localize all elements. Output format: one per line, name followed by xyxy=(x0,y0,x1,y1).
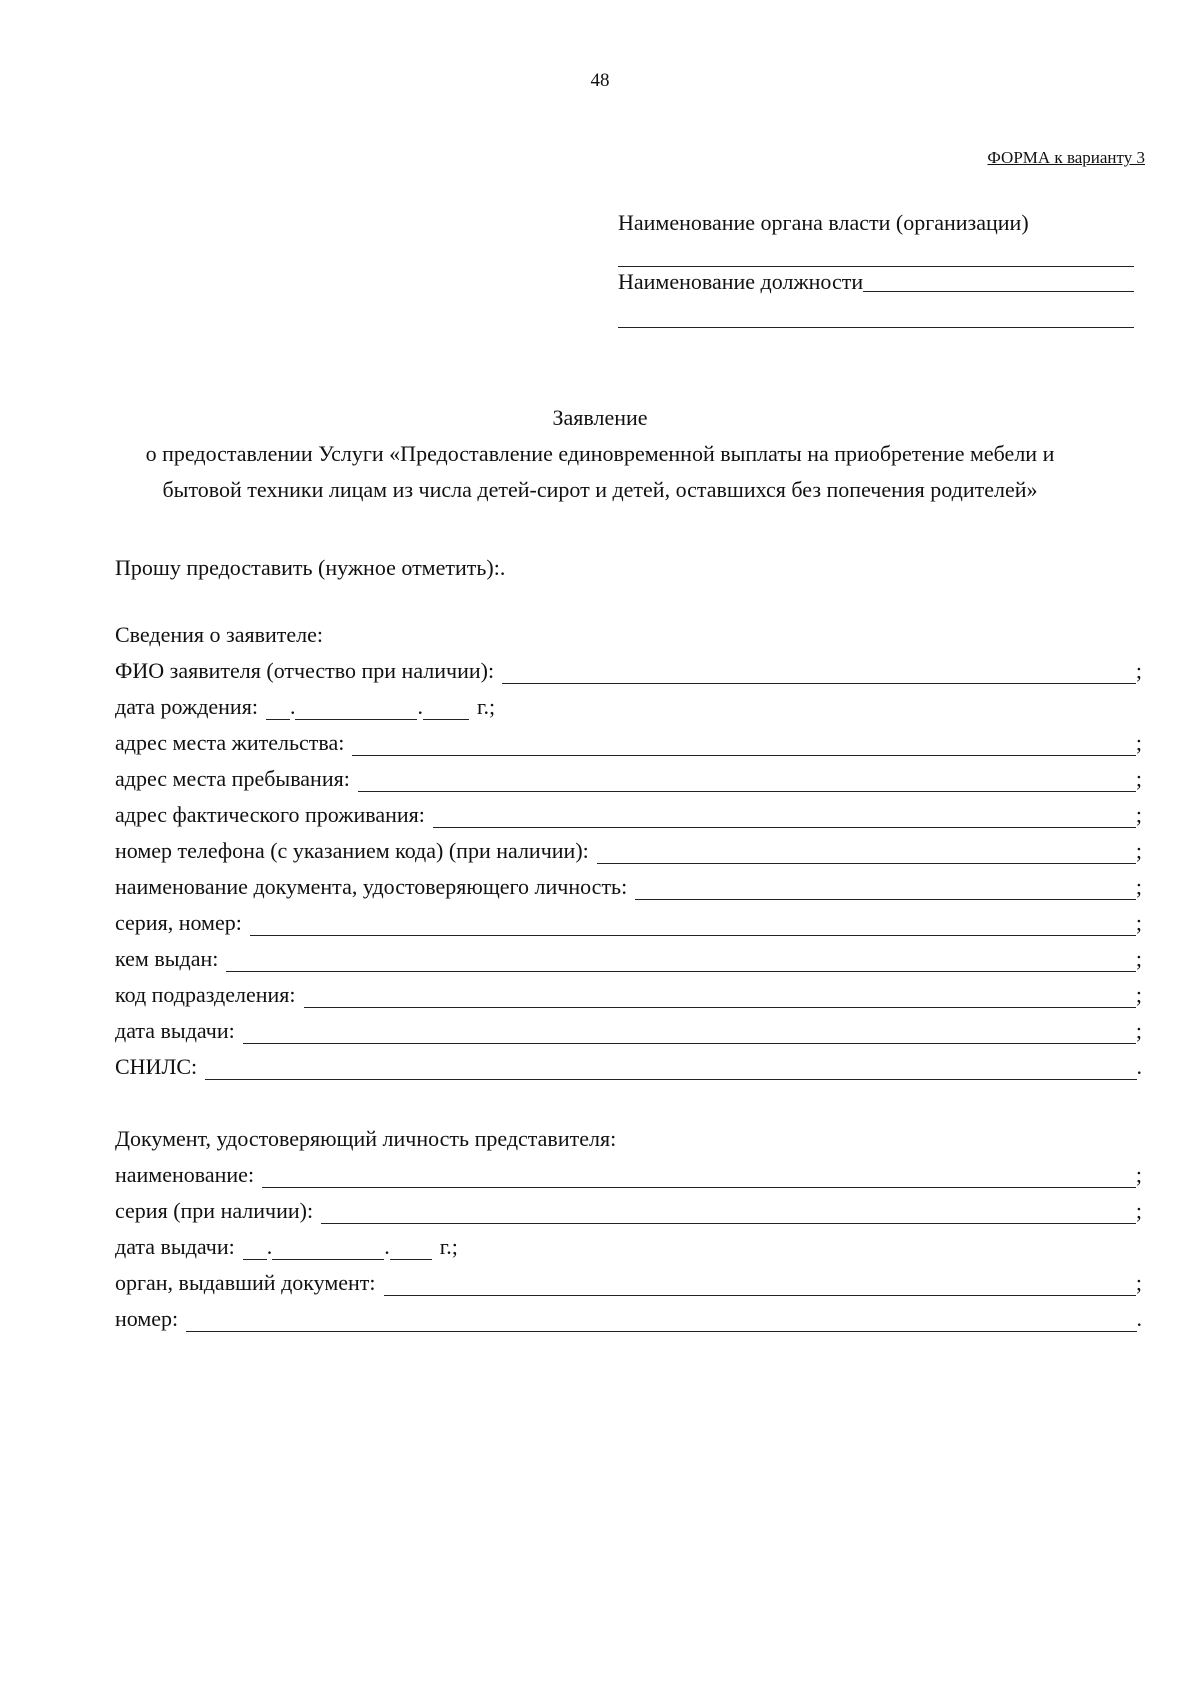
residence-field[interactable] xyxy=(352,731,1135,756)
birth-sep-2: . xyxy=(417,694,423,719)
request-block xyxy=(115,545,1142,581)
rep-issue-year-field[interactable] xyxy=(390,1237,432,1260)
rep-series-field[interactable] xyxy=(321,1199,1136,1224)
rep-series-end: ; xyxy=(1135,1198,1142,1223)
stay-end: ; xyxy=(1135,766,1142,791)
org-fill-line[interactable] xyxy=(618,238,1134,267)
title-subject-line-2: бытовой техники лицам из числа детей-сирот и детей, оставшихся без попечения родителей» xyxy=(162,477,1038,502)
rep-number-label: номер: xyxy=(115,1306,179,1331)
applicant-heading: Сведения о заявителе: xyxy=(115,622,324,647)
doc-name-row xyxy=(115,864,1142,900)
rep-issue-date-row xyxy=(115,1224,1142,1260)
series-number-end: ; xyxy=(1135,910,1142,935)
doc-name-label: наименование документа, удостоверяющего личность: xyxy=(115,874,628,899)
position-row xyxy=(618,267,1134,297)
issue-date-row xyxy=(115,1008,1142,1044)
rep-issue-day-field[interactable] xyxy=(243,1237,267,1260)
fio-label: ФИО заявителя (отчество при наличии): xyxy=(115,658,495,683)
dept-code-field[interactable] xyxy=(304,983,1136,1008)
birth-year-field[interactable] xyxy=(423,697,469,720)
position-label: Наименование должности xyxy=(618,269,864,294)
birth-month-field[interactable] xyxy=(295,697,417,720)
title-subject-line-1: о предоставлении Услуги «Предоставление единовременной выплаты на приобретение мебели и xyxy=(145,441,1055,466)
actual-address-row xyxy=(115,792,1142,828)
issue-date-label: дата выдачи: xyxy=(115,1018,235,1043)
snils-end: . xyxy=(1136,1054,1142,1079)
birth-date-label: дата рождения: xyxy=(115,694,258,719)
stay-label: адрес места пребывания: xyxy=(115,766,350,791)
rep-issue-year-suffix: г.; xyxy=(439,1234,458,1259)
rep-issuer-row xyxy=(115,1260,1142,1296)
dept-code-label: код подразделения: xyxy=(115,982,296,1007)
issued-by-field[interactable] xyxy=(226,947,1136,972)
issued-by-label: кем выдан: xyxy=(115,946,219,971)
form-variant-label: ФОРМА к варианту 3 xyxy=(987,148,1145,167)
page-number: 48 xyxy=(590,70,610,91)
rep-issuer-field[interactable] xyxy=(384,1271,1136,1296)
birth-sep-1: . xyxy=(289,694,296,719)
birth-day-field[interactable] xyxy=(266,697,290,720)
phone-label: номер телефона (с указанием кода) (при наличии): xyxy=(115,838,589,863)
actual-address-field[interactable] xyxy=(433,803,1136,828)
stay-row xyxy=(115,756,1142,792)
rep-name-label: наименование: xyxy=(115,1162,255,1187)
snils-label: СНИЛС: xyxy=(115,1054,198,1079)
series-number-label: серия, номер: xyxy=(115,910,242,935)
dept-code-row xyxy=(115,972,1142,1008)
representative-section xyxy=(115,1116,1142,1332)
doc-name-field[interactable] xyxy=(635,875,1136,900)
rep-series-label: серия (при наличии): xyxy=(115,1198,314,1223)
position-fill-line-2[interactable] xyxy=(618,297,1134,328)
phone-end: ; xyxy=(1135,838,1142,863)
rep-issue-date-label: дата выдачи: xyxy=(115,1234,235,1259)
rep-number-field[interactable] xyxy=(186,1307,1136,1332)
issue-date-field[interactable] xyxy=(243,1019,1136,1044)
actual-address-label: адрес фактического проживания: xyxy=(115,802,425,827)
document-title xyxy=(100,400,1100,508)
issued-by-row xyxy=(115,936,1142,972)
issued-by-end: ; xyxy=(1135,946,1142,971)
rep-issuer-label: орган, выдавший документ: xyxy=(115,1270,376,1295)
snils-row xyxy=(115,1044,1142,1080)
rep-series-row xyxy=(115,1188,1142,1224)
birth-year-suffix: г.; xyxy=(476,694,496,719)
series-number-row xyxy=(115,900,1142,936)
rep-issuer-end: ; xyxy=(1135,1270,1142,1295)
phone-row xyxy=(115,828,1142,864)
dept-code-end: ; xyxy=(1135,982,1142,1007)
doc-name-end: ; xyxy=(1135,874,1142,899)
rep-name-row xyxy=(115,1152,1142,1188)
rep-number-row xyxy=(115,1296,1142,1332)
rep-name-end: ; xyxy=(1135,1162,1142,1187)
rep-name-field[interactable] xyxy=(262,1163,1136,1188)
residence-row xyxy=(115,720,1142,756)
stay-field[interactable] xyxy=(358,767,1136,792)
representative-heading: Документ, удостоверяющий личность представителя: xyxy=(115,1126,617,1151)
actual-address-end: ; xyxy=(1135,802,1142,827)
fio-end: ; xyxy=(1135,658,1142,683)
rep-issue-month-field[interactable] xyxy=(272,1237,384,1260)
residence-end: ; xyxy=(1135,730,1142,755)
addressee-block xyxy=(618,208,1134,328)
title-heading: Заявление xyxy=(552,405,648,430)
rep-issue-sep-1: . xyxy=(266,1234,273,1259)
residence-label: адрес места жительства: xyxy=(115,730,345,755)
birth-date-row xyxy=(115,684,1142,720)
phone-field[interactable] xyxy=(597,839,1136,864)
applicant-section xyxy=(115,612,1142,1080)
series-number-field[interactable] xyxy=(250,911,1136,936)
rep-number-end: . xyxy=(1136,1306,1142,1331)
fio-row xyxy=(115,648,1142,684)
issue-date-end: ; xyxy=(1135,1018,1142,1043)
position-fill-line[interactable] xyxy=(863,267,1134,292)
request-text: Прошу предоставить (нужное отметить):. xyxy=(115,555,506,580)
fio-field[interactable] xyxy=(502,659,1136,684)
rep-issue-sep-2: . xyxy=(384,1234,390,1259)
org-label: Наименование органа власти (организации) xyxy=(618,210,1029,235)
snils-field[interactable] xyxy=(205,1055,1136,1080)
